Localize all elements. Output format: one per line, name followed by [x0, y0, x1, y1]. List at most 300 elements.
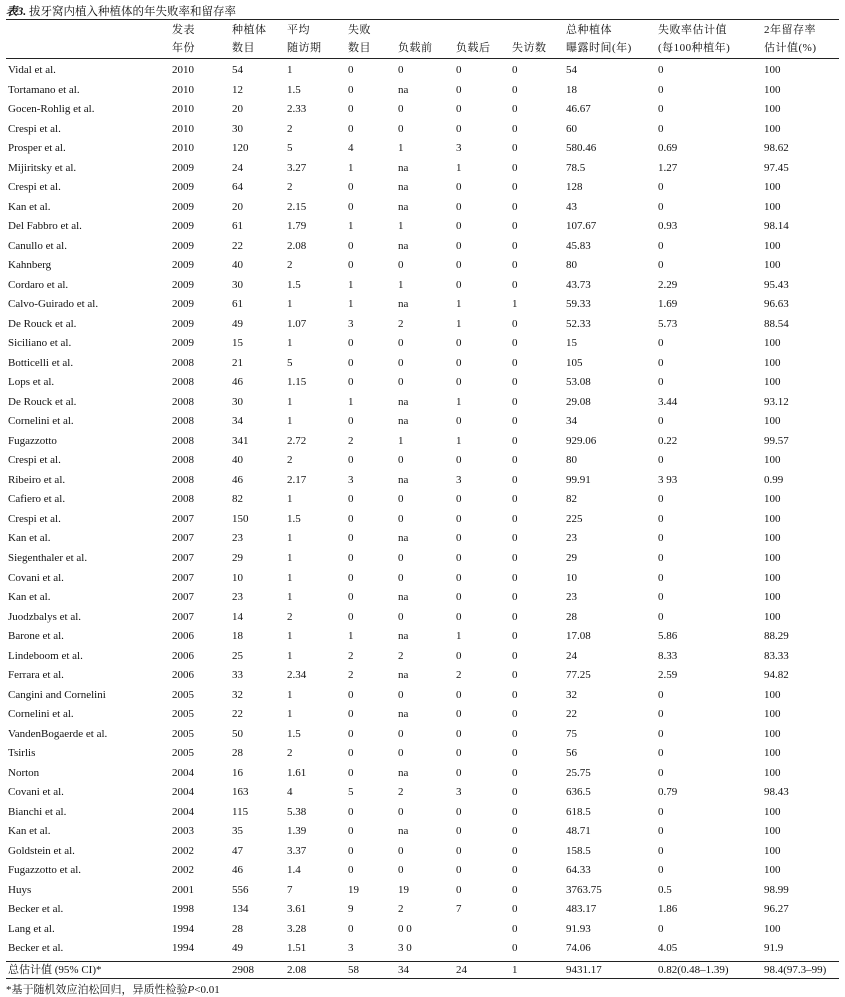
cell-year: 2007	[172, 552, 194, 564]
cell-failure-rate: 3 93	[658, 473, 678, 486]
cell-followup: 1.39	[287, 825, 307, 838]
cell-survival: 98.99	[764, 883, 789, 896]
cell-year: 2006	[172, 630, 194, 643]
cell-study: Fugazzotto et al.	[8, 864, 82, 877]
cell-year: 1994	[172, 922, 194, 935]
cell-survival: 100	[764, 512, 781, 525]
total-failure-rate: 0.82(0.48–1.39)	[658, 964, 729, 976]
cell-study: Cordaro et al.	[8, 278, 69, 291]
cell-implants: 49	[232, 317, 243, 330]
header-exposure-line1: 总种植体	[566, 24, 612, 36]
cell-followup: 1	[287, 415, 293, 428]
cell-exposure: 3763.75	[566, 883, 602, 896]
cell-survival: 100	[764, 83, 781, 96]
cell-lost: 0	[512, 161, 518, 174]
cell-lost: 0	[512, 649, 518, 662]
cell-before-load: 0	[398, 805, 404, 818]
cell-failures: 0	[348, 825, 354, 838]
cell-failure-rate: 0	[658, 259, 664, 272]
cell-implants: 24	[232, 161, 243, 174]
cell-implants: 32	[232, 688, 243, 701]
cell-lost: 0	[512, 83, 518, 96]
cell-implants: 30	[232, 395, 243, 408]
cell-implants: 64	[232, 181, 243, 194]
cell-lost: 0	[512, 922, 518, 935]
cell-implants: 54	[232, 64, 243, 76]
cell-implants: 20	[232, 103, 243, 116]
cell-failures: 0	[348, 805, 354, 818]
cell-before-load: 1	[398, 220, 404, 233]
cell-year: 2007	[172, 532, 194, 545]
cell-study: Mijiritsky et al.	[8, 161, 77, 174]
cell-study: Norton	[8, 766, 40, 779]
cell-study: Siegenthaler et al.	[8, 552, 88, 564]
cell-survival: 100	[764, 259, 781, 272]
cell-study: Tortamano et al.	[8, 83, 80, 96]
cell-followup: 1	[287, 64, 293, 76]
cell-failures: 1	[348, 395, 354, 408]
cell-study: Del Fabbro et al.	[8, 220, 82, 233]
cell-lost: 0	[512, 454, 518, 467]
header-year-line2: 年份	[172, 42, 195, 54]
cell-study: Cafiero et al.	[8, 493, 66, 506]
cell-exposure: 54	[566, 64, 577, 76]
cell-followup: 7	[287, 883, 293, 896]
cell-after-load: 0	[456, 532, 462, 545]
cell-lost: 1	[512, 298, 518, 311]
cell-failure-rate: 0	[658, 708, 664, 721]
cell-study: Goldstein et al.	[8, 844, 75, 857]
cell-before-load: 1	[398, 278, 404, 291]
cell-lost: 0	[512, 415, 518, 428]
cell-before-load: 0 0	[398, 922, 412, 935]
cell-year: 1994	[172, 942, 194, 955]
cell-followup: 2.15	[287, 200, 307, 213]
cell-followup: 1.5	[287, 727, 301, 740]
cell-lost: 0	[512, 493, 518, 506]
cell-exposure: 22	[566, 708, 577, 721]
cell-year: 2008	[172, 454, 194, 467]
cell-exposure: 43	[566, 200, 577, 213]
cell-implants: 40	[232, 454, 243, 467]
header-exposure-line2: 曝露时间(年)	[566, 42, 632, 54]
cell-implants: 28	[232, 922, 243, 935]
cell-exposure: 80	[566, 454, 577, 467]
cell-failure-rate: 0	[658, 922, 664, 935]
cell-failures: 0	[348, 239, 354, 252]
cell-study: VandenBogaerde et al.	[8, 727, 108, 740]
cell-year: 1998	[172, 903, 194, 916]
cell-implants: 14	[232, 610, 243, 623]
cell-survival: 91.9	[764, 942, 784, 955]
cell-followup: 1	[287, 395, 293, 408]
cell-failures: 0	[348, 122, 354, 135]
cell-before-load: na	[398, 298, 409, 311]
cell-survival: 95.43	[764, 278, 789, 291]
cell-before-load: 0	[398, 552, 404, 564]
cell-lost: 0	[512, 552, 518, 564]
cell-year: 2007	[172, 591, 194, 604]
cell-failure-rate: 2.29	[658, 278, 678, 291]
cell-failures: 3	[348, 473, 354, 486]
cell-before-load: 0	[398, 103, 404, 116]
cell-followup: 3.27	[287, 161, 307, 174]
cell-before-load: 0	[398, 337, 404, 350]
cell-lost: 0	[512, 688, 518, 701]
cell-exposure: 46.67	[566, 103, 591, 116]
cell-lost: 0	[512, 942, 518, 955]
cell-year: 2008	[172, 493, 194, 506]
cell-year: 2006	[172, 669, 194, 682]
cell-study: Botticelli et al.	[8, 356, 74, 369]
cell-lost: 0	[512, 142, 518, 155]
cell-lost: 0	[512, 512, 518, 525]
cell-before-load: 0	[398, 493, 404, 506]
cell-before-load: na	[398, 630, 409, 643]
cell-exposure: 52.33	[566, 317, 591, 330]
cell-implants: 49	[232, 942, 243, 955]
cell-survival: 100	[764, 610, 781, 623]
cell-before-load: 2	[398, 786, 404, 799]
cell-year: 2003	[172, 825, 194, 838]
total-study: 总估计值 (95% CI)*	[8, 964, 102, 976]
cell-implants: 46	[232, 376, 243, 389]
cell-failure-rate: 8.33	[658, 649, 678, 662]
cell-failure-rate: 0	[658, 239, 664, 252]
cell-study: Ferrara et al.	[8, 669, 64, 682]
cell-survival: 100	[764, 181, 781, 194]
header-after-load-line2: 负载后	[456, 42, 491, 54]
header-year-line1: 发表	[172, 24, 195, 36]
cell-year: 2007	[172, 571, 194, 584]
cell-implants: 20	[232, 200, 243, 213]
cell-study: Kan et al.	[8, 532, 51, 545]
cell-failures: 0	[348, 337, 354, 350]
cell-study: Prosper et al.	[8, 142, 66, 155]
cell-lost: 0	[512, 259, 518, 272]
cell-failure-rate: 0	[658, 532, 664, 545]
cell-lost: 0	[512, 200, 518, 213]
cell-failure-rate: 2.59	[658, 669, 678, 682]
cell-survival: 88.54	[764, 317, 789, 330]
cell-implants: 29	[232, 552, 243, 564]
cell-survival: 100	[764, 844, 781, 857]
cell-after-load: 0	[456, 220, 462, 233]
cell-failure-rate: 1.86	[658, 903, 678, 916]
cell-exposure: 15	[566, 337, 577, 350]
cell-lost: 0	[512, 181, 518, 194]
cell-after-load: 0	[456, 239, 462, 252]
cell-followup: 1.61	[287, 766, 307, 779]
cell-study: Kahnberg	[8, 259, 52, 272]
header-failures-line1: 失败	[348, 24, 371, 36]
cell-survival: 100	[764, 122, 781, 135]
cell-failures: 0	[348, 415, 354, 428]
cell-study: De Rouck et al.	[8, 395, 77, 408]
cell-year: 2005	[172, 727, 194, 740]
cell-exposure: 82	[566, 493, 577, 506]
cell-study: Canullo et al.	[8, 239, 67, 252]
cell-followup: 2	[287, 610, 293, 623]
cell-lost: 0	[512, 786, 518, 799]
cell-failures: 0	[348, 571, 354, 584]
cell-lost: 0	[512, 395, 518, 408]
header-implants-line1: 种植体	[232, 24, 267, 36]
cell-before-load: 0	[398, 610, 404, 623]
cell-exposure: 105	[566, 356, 583, 369]
cell-survival: 100	[764, 415, 781, 428]
cell-exposure: 29	[566, 552, 577, 564]
cell-exposure: 59.33	[566, 298, 591, 311]
cell-lost: 0	[512, 571, 518, 584]
cell-followup: 5	[287, 356, 293, 369]
cell-lost: 0	[512, 708, 518, 721]
cell-after-load: 7	[456, 903, 462, 916]
cell-followup: 1	[287, 298, 293, 311]
cell-failures: 1	[348, 161, 354, 174]
total-exposure: 9431.17	[566, 964, 602, 976]
cell-followup: 1	[287, 532, 293, 545]
cell-study: Becker et al.	[8, 903, 64, 916]
cell-failure-rate: 0	[658, 610, 664, 623]
cell-failure-rate: 0	[658, 454, 664, 467]
cell-exposure: 60	[566, 122, 577, 135]
cell-implants: 12	[232, 83, 243, 96]
cell-failures: 0	[348, 688, 354, 701]
cell-implants: 23	[232, 591, 243, 604]
cell-exposure: 483.17	[566, 903, 597, 916]
cell-before-load: na	[398, 708, 409, 721]
cell-before-load: 19	[398, 883, 409, 896]
cell-failure-rate: 0	[658, 122, 664, 135]
cell-failure-rate: 0	[658, 181, 664, 194]
cell-followup: 1.07	[287, 317, 307, 330]
cell-lost: 0	[512, 747, 518, 760]
cell-exposure: 32	[566, 688, 577, 701]
cell-after-load: 0	[456, 64, 462, 76]
total-before-load: 34	[398, 964, 409, 976]
cell-failure-rate: 0	[658, 493, 664, 506]
cell-lost: 0	[512, 669, 518, 682]
cell-exposure: 80	[566, 259, 577, 272]
cell-exposure: 43.73	[566, 278, 591, 291]
cell-year: 2004	[172, 786, 194, 799]
cell-exposure: 48.71	[566, 825, 591, 838]
cell-lost: 0	[512, 532, 518, 545]
cell-after-load: 0	[456, 864, 462, 877]
cell-year: 2008	[172, 356, 194, 369]
header-rule	[6, 58, 839, 59]
cell-followup: 1	[287, 688, 293, 701]
cell-survival: 97.45	[764, 161, 789, 174]
cell-after-load: 1	[456, 298, 462, 311]
cell-followup: 5.38	[287, 805, 307, 818]
cell-failure-rate: 0	[658, 766, 664, 779]
cell-lost: 0	[512, 278, 518, 291]
cell-failures: 0	[348, 376, 354, 389]
cell-failures: 0	[348, 532, 354, 545]
cell-year: 2007	[172, 610, 194, 623]
cell-failures: 1	[348, 220, 354, 233]
cell-after-load: 0	[456, 103, 462, 116]
cell-failure-rate: 0	[658, 825, 664, 838]
cell-exposure: 28	[566, 610, 577, 623]
cell-year: 2008	[172, 415, 194, 428]
cell-exposure: 75	[566, 727, 577, 740]
cell-followup: 1.5	[287, 83, 301, 96]
cell-after-load: 2	[456, 669, 462, 682]
cell-study: Ribeiro et al.	[8, 473, 66, 486]
cell-after-load: 0	[456, 122, 462, 135]
cell-followup: 5	[287, 142, 293, 155]
total-implants: 2908	[232, 964, 254, 976]
cell-lost: 0	[512, 473, 518, 486]
cell-failures: 0	[348, 512, 354, 525]
cell-after-load: 0	[456, 727, 462, 740]
cell-after-load: 0	[456, 571, 462, 584]
header-survival-line1: 2年留存率	[764, 24, 816, 36]
cell-study: Covani et al.	[8, 571, 64, 584]
cell-after-load: 0	[456, 259, 462, 272]
cell-lost: 0	[512, 903, 518, 916]
cell-implants: 34	[232, 415, 243, 428]
cell-after-load: 0	[456, 337, 462, 350]
cell-before-load: na	[398, 200, 409, 213]
cell-failure-rate: 1.27	[658, 161, 678, 174]
cell-before-load: 0	[398, 122, 404, 135]
cell-exposure: 107.67	[566, 220, 597, 233]
cell-followup: 3.37	[287, 844, 307, 857]
cell-after-load: 0	[456, 181, 462, 194]
cell-implants: 46	[232, 864, 243, 877]
cell-lost: 0	[512, 220, 518, 233]
cell-failures: 0	[348, 844, 354, 857]
cell-lost: 0	[512, 337, 518, 350]
cell-implants: 150	[232, 512, 249, 525]
cell-survival: 98.62	[764, 142, 789, 155]
cell-year: 2002	[172, 864, 194, 877]
cell-after-load: 0	[456, 552, 462, 564]
cell-study: Cornelini et al.	[8, 708, 74, 721]
cell-year: 2009	[172, 317, 194, 330]
cell-survival: 100	[764, 337, 781, 350]
cell-survival: 100	[764, 552, 781, 564]
cell-failure-rate: 5.86	[658, 630, 678, 643]
cell-before-load: na	[398, 83, 409, 96]
cell-lost: 0	[512, 239, 518, 252]
cell-failure-rate: 0	[658, 844, 664, 857]
cell-failure-rate: 5.73	[658, 317, 678, 330]
cell-failure-rate: 0	[658, 512, 664, 525]
cell-implants: 46	[232, 473, 243, 486]
cell-before-load: 0	[398, 376, 404, 389]
cell-failures: 0	[348, 552, 354, 564]
cell-failures: 3	[348, 317, 354, 330]
cell-before-load: 0	[398, 571, 404, 584]
cell-before-load: 2	[398, 317, 404, 330]
cell-failure-rate: 0	[658, 552, 664, 564]
cell-failure-rate: 0.5	[658, 883, 672, 896]
cell-failures: 0	[348, 200, 354, 213]
cell-study: Crespi et al.	[8, 512, 61, 525]
cell-after-load: 0	[456, 688, 462, 701]
footnote-p-label: P	[187, 984, 195, 996]
cell-exposure: 56	[566, 747, 577, 760]
cell-study: Gocen-Rohlig et al.	[8, 103, 95, 116]
cell-exposure: 24	[566, 649, 577, 662]
cell-before-load: na	[398, 473, 409, 486]
cell-before-load: 0	[398, 844, 404, 857]
cell-survival: 94.82	[764, 669, 789, 682]
cell-implants: 134	[232, 903, 249, 916]
table-caption: 拔牙窝内植入种植体的年失败率和留存率	[29, 6, 236, 18]
cell-followup: 1	[287, 337, 293, 350]
cell-survival: 98.14	[764, 220, 789, 233]
cell-followup: 4	[287, 786, 293, 799]
cell-exposure: 636.5	[566, 786, 591, 799]
cell-exposure: 580.46	[566, 142, 597, 155]
cell-implants: 341	[232, 434, 249, 447]
cell-survival: 100	[764, 376, 781, 389]
cell-implants: 28	[232, 747, 243, 760]
cell-failure-rate: 0.93	[658, 220, 678, 233]
cell-year: 2010	[172, 122, 194, 135]
cell-study: De Rouck et al.	[8, 317, 77, 330]
cell-followup: 2.17	[287, 473, 307, 486]
cell-lost: 0	[512, 864, 518, 877]
cell-followup: 1	[287, 493, 293, 506]
cell-followup: 2	[287, 259, 293, 272]
cell-year: 2005	[172, 708, 194, 721]
cell-before-load: 0	[398, 454, 404, 467]
footnote-text: *基于随机效应泊松回归，异质性检验	[6, 984, 188, 996]
cell-followup: 2.34	[287, 669, 307, 682]
cell-failures: 1	[348, 278, 354, 291]
cell-failures: 0	[348, 727, 354, 740]
cell-failures: 0	[348, 181, 354, 194]
cell-study: Crespi et al.	[8, 122, 61, 135]
cell-failures: 0	[348, 708, 354, 721]
cell-failures: 0	[348, 259, 354, 272]
cell-survival: 83.33	[764, 649, 789, 662]
cell-lost: 0	[512, 591, 518, 604]
cell-implants: 82	[232, 493, 243, 506]
cell-followup: 2.72	[287, 434, 307, 447]
cell-study: Barone et al.	[8, 630, 64, 643]
cell-study: Huys	[8, 883, 32, 896]
cell-study: Becker et al.	[8, 942, 64, 955]
cell-survival: 100	[764, 532, 781, 545]
cell-after-load: 0	[456, 512, 462, 525]
cell-year: 2005	[172, 688, 194, 701]
cell-failure-rate: 4.05	[658, 942, 678, 955]
cell-survival: 100	[764, 200, 781, 213]
header-implants-line2: 数目	[232, 42, 255, 54]
cell-implants: 61	[232, 220, 243, 233]
cell-study: Calvo-Guirado et al.	[8, 298, 99, 311]
cell-study: Crespi et al.	[8, 181, 61, 194]
cell-survival: 100	[764, 688, 781, 701]
cell-failure-rate: 0	[658, 376, 664, 389]
cell-implants: 30	[232, 278, 243, 291]
cell-lost: 0	[512, 434, 518, 447]
cell-after-load: 0	[456, 825, 462, 838]
cell-failure-rate: 0	[658, 356, 664, 369]
cell-study: Lang et al.	[8, 922, 55, 935]
cell-implants: 25	[232, 649, 243, 662]
cell-year: 2010	[172, 142, 194, 155]
cell-after-load: 3	[456, 142, 462, 155]
